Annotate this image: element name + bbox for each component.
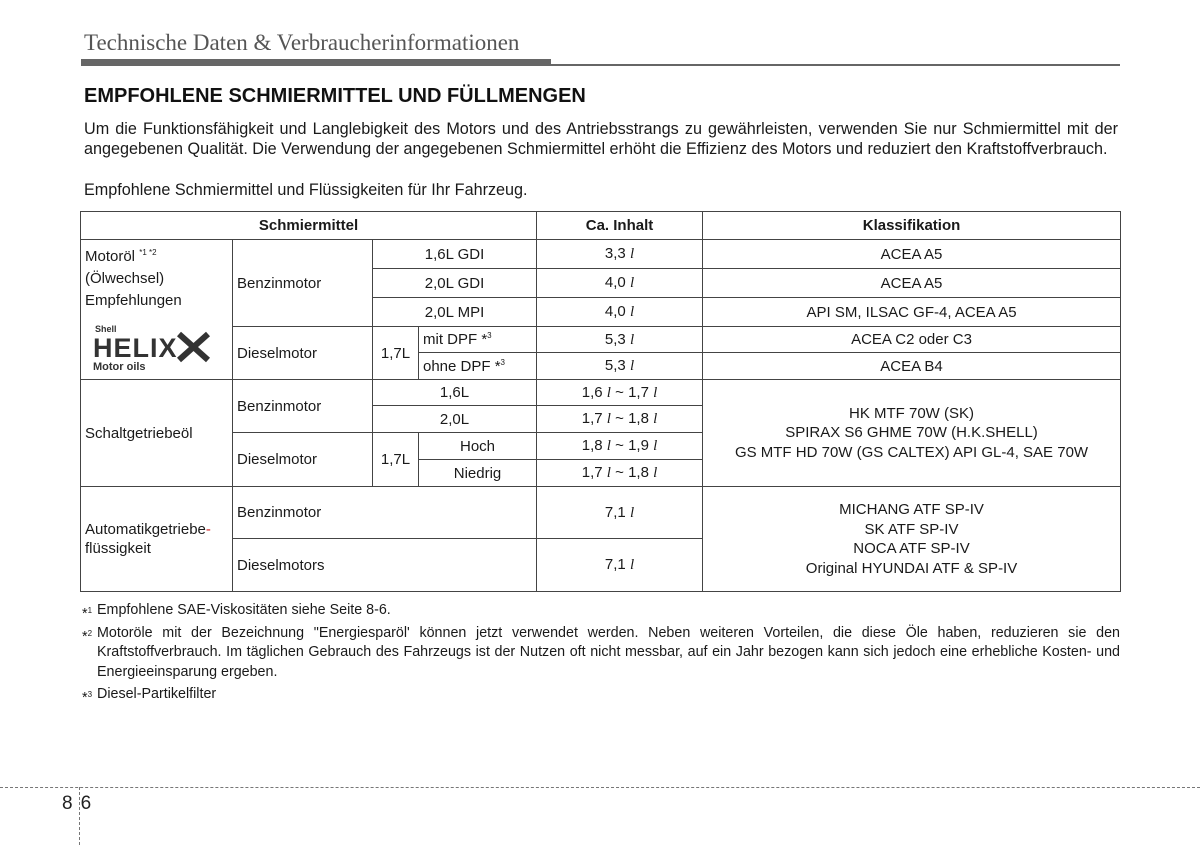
gearbox-class-line: GS MTF HD 70W (GS CALTEX) API GL-4, SAE 70W <box>734 443 1089 461</box>
motoroil-label-cell <box>81 240 233 380</box>
gearbox-petrol-engine: 2,0L <box>373 406 537 433</box>
motoroil-diesel-capacity: 5,3 l <box>537 327 703 353</box>
intro-paragraph-2: Empfohlene Schmiermittel und Flüssigkeiten für Ihr Fahrzeug. <box>84 181 528 199</box>
atf-label: Automatikgetriebe- flüssigkeit <box>81 487 233 592</box>
gearbox-petrol-label: Benzinmotor <box>233 380 373 433</box>
shell-helix-logo <box>87 320 212 372</box>
motoroil-label-3: Empfehlungen <box>85 292 182 309</box>
gearbox-diesel-capacity: 1,7 l ~ 1,8 l <box>537 460 703 487</box>
footnote: *$^2$ Motoröle mit der Bezeichnung "Energiesparöl' können jetzt verwendet werden. Neben weiteren Vorteilen, die diese Öle haben, reduzieren sie den Kraftstoffverbrauch. Im täglichen Gebrauch des Fahrzeugs ist der Nutzen oft nicht messbar, auf ein Jahr bezogen kann sich jedoch eine erhebliche Kosten- und Energieeinsparung ergeben. <box>82 624 1120 680</box>
section-title: EMPFOHLENE SCHMIERMITTEL UND FÜLLMENGEN <box>84 85 586 107</box>
page-index: 6 <box>80 793 92 814</box>
atf-petrol-label: Benzinmotor <box>233 487 537 539</box>
table-row <box>81 240 1121 269</box>
motoroil-petrol-label: Benzinmotor <box>233 240 373 327</box>
gearbox-diesel-variant: Niedrig <box>419 460 537 487</box>
motoroil-diesel-variant: mit DPF *$^3$ <box>419 327 537 353</box>
atf-class-line: MICHANG ATF SP-IV <box>839 501 984 518</box>
gearbox-diesel-size: 1,7L <box>373 433 419 487</box>
logo-brand: Shell <box>95 324 117 334</box>
motoroil-petrol-engine: 2,0L GDI <box>373 269 537 298</box>
motoroil-petrol-capacity: 4,0 l <box>537 269 703 298</box>
logo-sub: Motor oils <box>93 361 146 372</box>
page-chapter: 8 <box>62 793 73 814</box>
header-capacity: Ca. Inhalt <box>537 212 703 240</box>
gearbox-petrol-engine: 1,6L <box>373 380 537 406</box>
atf-petrol-capacity: 7,1 l <box>537 487 703 539</box>
motoroil-petrol-capacity: 3,3 l <box>537 240 703 269</box>
atf-class-line: NOCA ATF SP-IV <box>853 540 970 557</box>
atf-diesel-capacity: 7,1 l <box>537 539 703 592</box>
motoroil-diesel-label: Dieselmotor <box>233 327 373 380</box>
header-rule-thin <box>81 64 1120 66</box>
atf-class-line: SK ATF SP-IV <box>864 520 959 538</box>
header-classification: Klassifikation <box>703 212 1121 240</box>
motoroil-petrol-engine: 2,0L MPI <box>373 298 537 327</box>
table-row <box>81 380 1121 406</box>
gearbox-diesel-capacity: 1,8 l ~ 1,9 l <box>537 433 703 460</box>
gearbox-class-line: HK MTF 70W (SK) <box>849 404 975 422</box>
intro-paragraph: Um die Funktionsfähigkeit und Langlebigkeit des Motors und des Antriebsstrangs zu gewährleisten, verwenden Sie nur Schmiermittel mit der angegebenen Qualität. Die Verwendung der angegebenen Schmiermittel erhöht die Effizienz des Motors und reduziert den Kraftstoffverbrauch. <box>84 120 1118 158</box>
motoroil-diesel-class: ACEA B4 <box>703 353 1121 380</box>
motoroil-diesel-size: 1,7L <box>373 327 419 380</box>
header-lubricant: Schmiermittel <box>81 212 537 240</box>
gearbox-diesel-label: Dieselmotor <box>233 433 373 487</box>
logo-x-mark <box>179 334 208 360</box>
lubricant-table <box>80 211 1121 592</box>
table-row <box>81 487 1121 539</box>
motoroil-petrol-class: ACEA A5 <box>703 269 1121 298</box>
table-row <box>81 327 1121 353</box>
footer-dashed-rule <box>0 787 1200 788</box>
motoroil-label-2: (Ölwechsel) <box>85 270 165 287</box>
page-header-title: Technische Daten & Verbraucherinformationen <box>84 30 520 55</box>
motoroil-petrol-class: API SM, ILSAC GF-4, ACEA A5 <box>703 298 1121 327</box>
footnote: *$^3$ Diesel-Partikelfilter <box>82 686 217 706</box>
gearbox-class-line: SPIRAX S6 GHME 70W (H.K.SHELL) <box>785 424 1038 442</box>
table-header-row <box>81 212 1121 240</box>
footnotes <box>82 601 1120 708</box>
motoroil-petrol-class: ACEA A5 <box>703 240 1121 269</box>
motoroil-diesel-class: ACEA C2 oder C3 <box>703 327 1121 353</box>
logo-name: HELIX <box>93 333 178 363</box>
motoroil-label-refs: *1 *2 <box>139 248 157 257</box>
atf-diesel-label: Dieselmotors <box>233 539 537 592</box>
motoroil-petrol-capacity: 4,0 l <box>537 298 703 327</box>
gearbox-petrol-capacity: 1,6 l ~ 1,7 l <box>537 380 703 406</box>
atf-class-line: Original HYUNDAI ATF & SP-IV <box>805 559 1018 577</box>
motoroil-label: Motoröl <box>85 248 136 265</box>
motoroil-diesel-variant: ohne DPF *$^3$ <box>419 353 537 380</box>
page-number <box>62 793 91 815</box>
gearbox-diesel-variant: Hoch <box>419 433 537 460</box>
gearbox-petrol-capacity: 1,7 l ~ 1,8 l <box>537 406 703 433</box>
gearbox-classification <box>703 380 1121 487</box>
motoroil-petrol-engine: 1,6L GDI <box>373 240 537 269</box>
motoroil-diesel-capacity: 5,3 l <box>537 353 703 380</box>
gearbox-label: Schaltgetriebeöl <box>81 380 233 487</box>
footnote: *$^1$ Empfohlene SAE-Viskositäten siehe Seite 8-6. <box>82 602 391 622</box>
atf-classification <box>703 487 1121 592</box>
